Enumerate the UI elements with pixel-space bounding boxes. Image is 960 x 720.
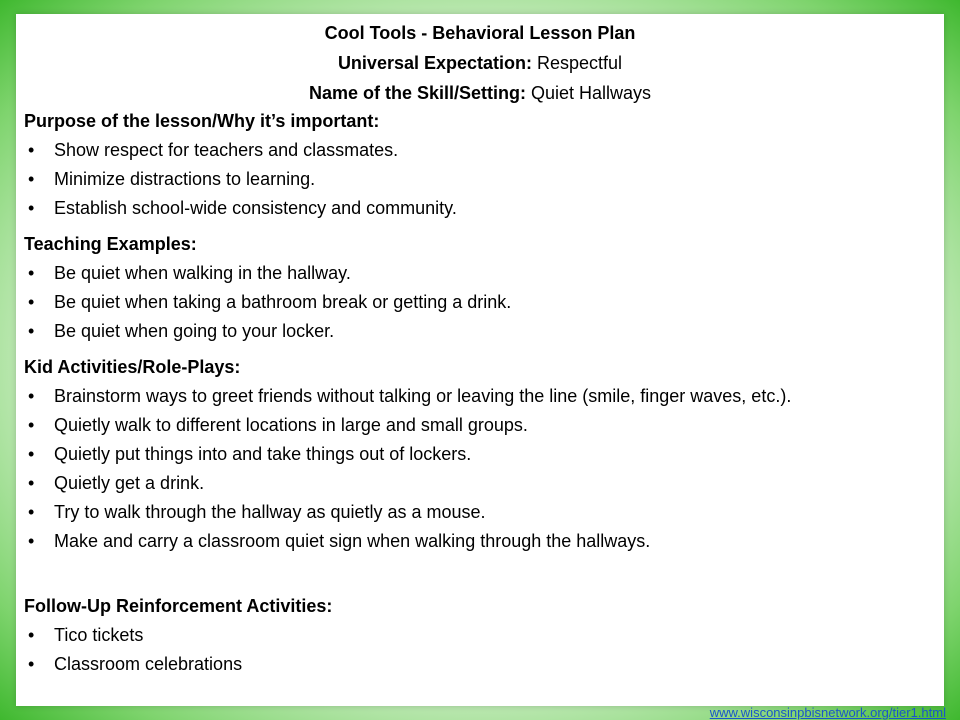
kid-activities-section (24, 353, 924, 556)
list-item: • Try to walk through the hallway as quietly as a mouse. (24, 498, 924, 527)
section-title: Follow-Up Reinforcement Activities: (24, 596, 333, 616)
list-item: • Be quiet when walking in the hallway. (24, 259, 924, 288)
purpose-section (24, 107, 924, 223)
skill-setting: Name of the Skill/Setting: Quiet Hallways (308, 83, 652, 103)
universal-expectation: Universal Expectation: Respectful (337, 53, 623, 73)
list-item: • Be quiet when going to your locker. (24, 317, 924, 346)
lesson-header (16, 18, 944, 108)
list-item: • Classroom celebrations (24, 650, 924, 679)
teaching-examples-section (24, 230, 924, 346)
list-item: • Quietly get a drink. (24, 469, 924, 498)
lesson-plan-card (16, 14, 944, 706)
list-item: • Establish school-wide consistency and community. (24, 194, 924, 223)
list-item: • Make and carry a classroom quiet sign when walking through the hallways. (24, 527, 924, 556)
list-item: • Quietly put things into and take things out of lockers. (24, 440, 924, 469)
list-item: • Brainstorm ways to greet friends without talking or leaving the line (smile, finger waves, etc.). (24, 382, 924, 411)
section-title: Teaching Examples: (24, 234, 197, 254)
section-title: Kid Activities/Role-Plays: (24, 357, 241, 377)
list-item: • Minimize distractions to learning. (24, 165, 924, 194)
list-item: • Show respect for teachers and classmates. (24, 136, 924, 165)
list-item: • Quietly walk to different locations in large and small groups. (24, 411, 924, 440)
list-item: • Tico tickets (24, 621, 924, 650)
follow-up-section (24, 592, 924, 679)
source-link[interactable]: www.wisconsinpbisnetwork.org/tier1.html (709, 705, 946, 720)
lesson-title: Cool Tools - Behavioral Lesson Plan (324, 23, 636, 43)
list-item: • Be quiet when taking a bathroom break or getting a drink. (24, 288, 924, 317)
section-title: Purpose of the lesson/Why it’s important: (24, 111, 380, 131)
